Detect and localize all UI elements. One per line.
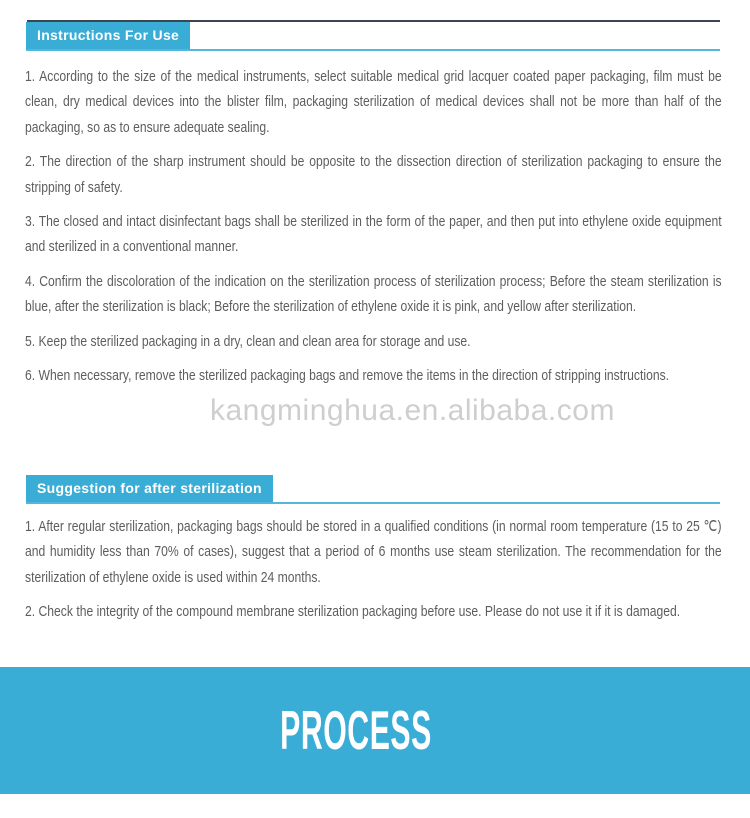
- suggestion-header-row: [26, 475, 720, 504]
- instructions-text-block: [25, 64, 722, 388]
- banner-title: PROCESS: [280, 699, 432, 761]
- section-title-suggestion: Suggestion for after sterilization: [26, 475, 273, 502]
- instructions-content: [25, 51, 750, 388]
- suggestion-content: [25, 504, 750, 625]
- suggestion-paragraph-1: 1. After regular sterilization, packaging bags should be stored in a qualified conditions (in normal room temperature (15 to 25 ℃) and humidity less than 70% of cases), suggest that a period of 6 months use steam sterilization. The recommendation for the sterilization of ethylene oxide is used within 24 months.: [25, 518, 722, 586]
- section-title-instructions: Instructions For Use: [26, 22, 190, 49]
- instruction-paragraph-6: 6. When necessary, remove the sterilized packaging bags and remove the items in the direction of stripping instructions.: [25, 367, 670, 385]
- suggestion-text-block: [25, 514, 722, 625]
- process-banner: [0, 667, 750, 794]
- instruction-paragraph-5: 5. Keep the sterilized packaging in a dry, clean and clean area for storage and use.: [25, 332, 471, 350]
- instructions-section: [0, 22, 750, 388]
- instruction-paragraph-4: 4. Confirm the discoloration of the indication on the sterilization process of sterilization process; Before the steam sterilization is blue, after the sterilization is black; Before the sterilization of ethylene oxide it is pink, and yellow after sterilization.: [25, 272, 722, 316]
- instruction-paragraph-1: 1. According to the size of the medical instruments, select suitable medical grid lacquer coated paper packaging, film must be clean, dry medical devices into the blister film, packaging sterilization of medical devices shall not be more than half of the packaging, so as to ensure adequate sealing.: [25, 68, 722, 136]
- suggestion-paragraph-2: 2. Check the integrity of the compound membrane sterilization packaging before use. Please do not use it if it is damaged.: [25, 603, 681, 621]
- instruction-paragraph-2: 2. The direction of the sharp instrument should be opposite to the dissection direction of sterilization packaging to ensure the stripping of safety.: [25, 153, 722, 196]
- suggestion-section: [0, 475, 750, 625]
- instructions-header-row: [26, 22, 720, 51]
- watermark: kangminghua.en.alibaba.com: [210, 394, 615, 427]
- instruction-paragraph-3: 3. The closed and intact disinfectant bags shall be sterilized in the form of the paper, and then put into ethylene oxide equipment and sterilized in a conventional manner.: [25, 213, 722, 256]
